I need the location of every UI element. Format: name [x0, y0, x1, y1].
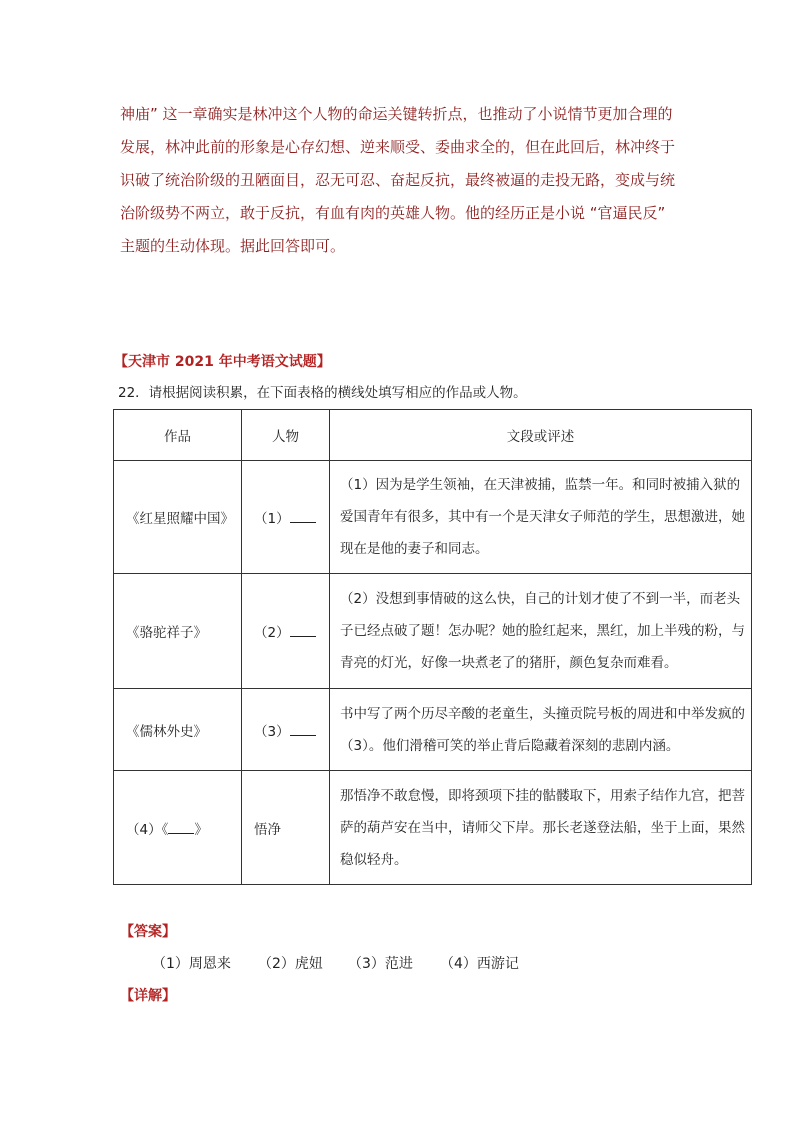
detail-label: 【详解】: [120, 988, 176, 1004]
person-cell: [242, 574, 330, 689]
person-cell: [242, 461, 330, 574]
blank-number: （3）: [254, 723, 290, 740]
table-row: [114, 689, 752, 771]
work-cell: [114, 771, 242, 885]
person-cell: [242, 689, 330, 771]
table-row: [114, 574, 752, 689]
desc-cell: （1）因为是学生领袖，在天津被捕，监禁一年。和同时被捕入狱的爱国青年有很多，其中有一个是天津女子师范的学生，思想激进，她现在是他的妻子和同志。: [330, 461, 752, 574]
blank-number: （4）《: [126, 821, 169, 838]
table-row: [114, 771, 752, 885]
answer-blank: [290, 508, 316, 523]
person-cell: 悟净: [242, 771, 330, 885]
desc-cell: 那悟净不敢怠慢，即将颈项下挂的骷髅取下，用索子结作九宫，把菩萨的葫芦安在当中，请师父下岸。那长老遂登法船，坐于上面，果然稳似轻舟。: [330, 771, 752, 885]
answer-blank: [290, 622, 316, 637]
blank-number: （2）: [254, 625, 290, 641]
works-table: [113, 409, 752, 885]
answer-item: （1）周恩来: [152, 956, 231, 972]
answer-blank: [290, 721, 316, 736]
answer-item: （2）虎妞: [258, 956, 323, 972]
section-title: 【天津市 2021 年中考语文试题】: [114, 354, 331, 370]
answer-label: 【答案】: [120, 924, 176, 940]
question-text: 22．请根据阅读积累，在下面表格的横线处填写相应的作品或人物。: [118, 385, 527, 401]
work-cell: 《儒林外史》: [114, 689, 242, 771]
table-header-row: [114, 410, 752, 461]
header-person: 人物: [242, 410, 330, 461]
title-bracket-close: 》: [194, 821, 208, 838]
answer-item: （3）范进: [348, 956, 413, 972]
answers-line: [152, 953, 519, 975]
header-work: 作品: [114, 410, 242, 461]
answer-blank: [168, 819, 194, 834]
blank-number: （1）: [254, 511, 290, 527]
desc-cell: （2）没想到事情破的这么快，自己的计划才使了不到一半，而老头子已经点破了题！怎办呢？她的脸红起来，黑红，加上半残的粉，与青亮的灯光，好像一块煮老了的猪肝，颜色复杂而难看。: [330, 574, 752, 689]
header-desc: 文段或评述: [330, 410, 752, 461]
explanation-paragraph: 神庙” 这一章确实是林冲这个人物的命运关键转折点，也推动了小说情节更加合理的发展，林冲此前的形象是心存幻想、逆来顺受、委曲求全的，但在此回后，林冲终于识破了统治阶级的丑陋面目，忍无可忍、奋起反抗，最终被逼的走投无路，变成与统治阶级势不两立，敢于反抗，有血有肉的英雄人物。他的经历正是小说 “官逼民反” 主题的生动体现。据此回答即可。: [120, 105, 676, 255]
table-row: [114, 461, 752, 574]
desc-cell: 书中写了两个历尽辛酸的老童生，头撞贡院号板的周进和中举发疯的（3）。他们滑稽可笑的举止背后隐藏着深刻的悲剧内涵。: [330, 689, 752, 771]
work-cell: 《骆驼祥子》: [114, 574, 242, 689]
answer-item: （4）西游记: [440, 956, 519, 972]
work-cell: 《红星照耀中国》: [114, 461, 242, 574]
